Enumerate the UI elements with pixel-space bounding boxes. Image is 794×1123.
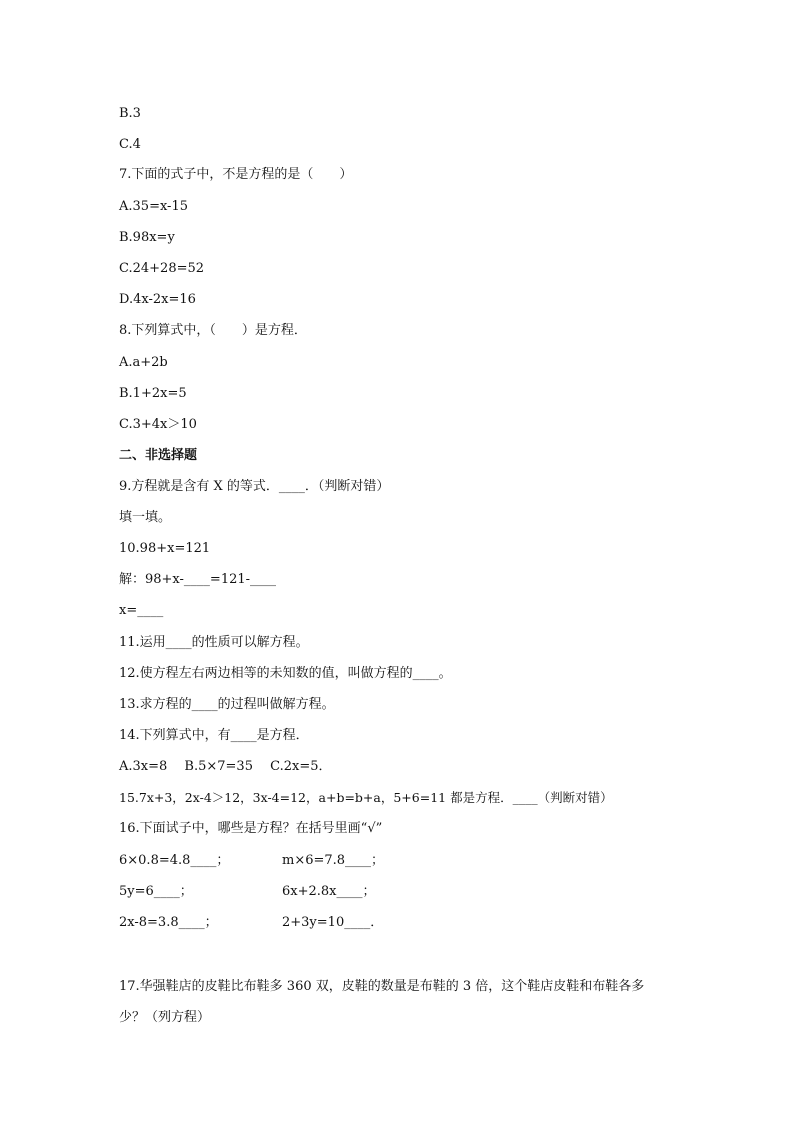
question-13: 13.求方程的____的过程叫做解方程。 <box>119 697 335 712</box>
question-14-options: A.3x=8 B.5×7=35 C.2x=5． <box>119 759 332 774</box>
question-16-item: 6×0.8=4.8____； <box>119 853 230 868</box>
option-c: C.4 <box>119 137 141 152</box>
question-16-item: 6x+2.8x____； <box>282 884 376 899</box>
question-12: 12.使方程左右两边相等的未知数的值，叫做方程的____。 <box>119 666 452 681</box>
question-10: 10.98+x=121 <box>119 541 211 556</box>
question-10-solution: 解：98+x-____=121-____ <box>119 572 277 587</box>
question-16: 16.下面试子中，哪些是方程？在括号里画“√” <box>119 821 383 836</box>
question-17: 17.华强鞋店的皮鞋比布鞋多 360 双，皮鞋的数量是布鞋的 3 倍，这个鞋店皮鞋和布鞋各多 <box>119 979 645 994</box>
question-16-item: 2+3y=10____． <box>282 915 384 930</box>
question-16-item: m×6=7.8____； <box>282 853 385 868</box>
question-8-option-c: C.3+4x＞10 <box>119 417 197 432</box>
section-heading: 二、非选择题 <box>119 448 198 463</box>
question-7: 7.下面的式子中，不是方程的是（ ） <box>119 167 353 182</box>
question-7-option-b: B.98x=y <box>119 230 175 245</box>
question-17-continued: 少？（列方程） <box>119 1010 211 1025</box>
question-11: 11.运用____的性质可以解方程。 <box>119 635 309 650</box>
question-10-answer: x=____ <box>119 603 164 618</box>
question-7-option-c: C.24+28=52 <box>119 261 205 276</box>
question-9: 9.方程就是含有 X 的等式．____．（判断对错） <box>119 479 390 494</box>
question-7-option-a: A.35=x-15 <box>119 199 188 214</box>
question-8-option-b: B.1+2x=5 <box>119 386 187 401</box>
question-16-item: 5y=6____； <box>119 884 193 899</box>
question-16-item: 2x-8=3.8____； <box>119 915 218 930</box>
question-14: 14.下列算式中，有____是方程． <box>119 728 309 743</box>
question-8-option-a: A.a+2b <box>119 355 168 370</box>
question-16-row-2 <box>119 884 519 900</box>
question-16-row-1 <box>119 853 519 869</box>
question-8: 8.下列算式中，（ ）是方程． <box>119 323 307 338</box>
question-7-option-d: D.4x-2x=16 <box>119 292 196 307</box>
fill-in-instruction: 填一填。 <box>119 510 172 525</box>
question-16-row-3 <box>119 915 519 931</box>
option-b: B.3 <box>119 106 141 121</box>
question-15: 15.7x+3，2x-4＞12，3x-4=12，a+b=b+a，5+6=11 都是方程．____（判断对错） <box>119 790 613 805</box>
